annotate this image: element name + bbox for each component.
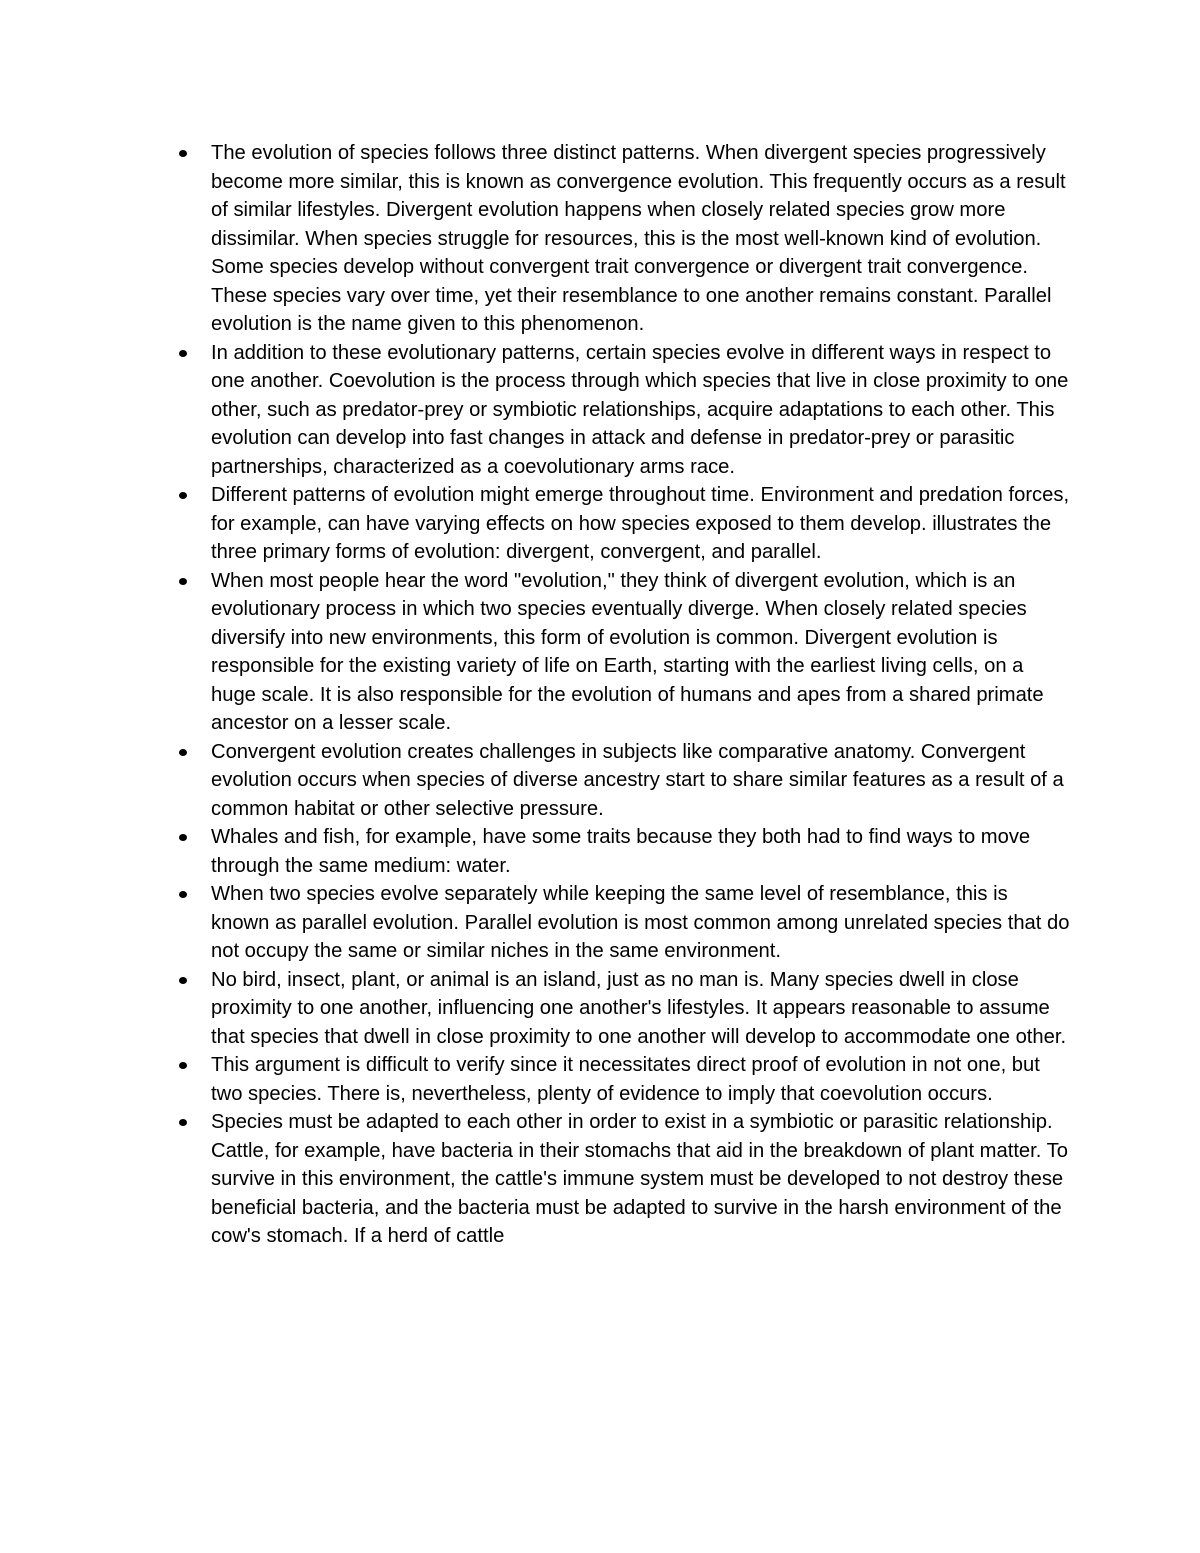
list-item-text: When most people hear the word "evolution," they think of divergent evolution, which is an evolutionary process in which two species eventually diverge. When closely related species diversify into new environments, this form of evolution is common. Divergent evolution is responsible for the existing variety of life on Earth, starting with the earliest living cells, on a huge scale. It is also responsible for the evolution of humans and apes from a shared primate ancestor on a lesser scale.	[211, 569, 1044, 734]
list-item-text: Convergent evolution creates challenges in subjects like comparative anatomy. Convergent evolution occurs when species of diverse ancestry start to share similar features as a result of a common habitat or other selective pressure.	[211, 740, 1064, 820]
bullet-icon	[179, 834, 187, 841]
list-item-text: Whales and fish, for example, have some traits because they both had to find ways to move through the same medium: water.	[211, 826, 1031, 877]
bullet-icon	[179, 749, 187, 756]
bullet-list	[211, 139, 1071, 1251]
list-item-text: In addition to these evolutionary patterns, certain species evolve in different ways in respect to one another. Coevolution is the process through which species that live in close proximity to one other, such as predator-prey or symbiotic relationships, acquire adaptations to each other. This evolution can develop into fast changes in attack and defense in predator-prey or parasitic partnerships, characterized as a coevolutionary arms race.	[211, 341, 1069, 478]
list-item	[211, 481, 1071, 567]
list-item	[211, 1051, 1071, 1108]
bullet-icon	[179, 350, 187, 357]
list-item-text: This argument is difficult to verify since it necessitates direct proof of evolution in not one, but two species. There is, nevertheless, plenty of evidence to imply that coevolution occurs.	[211, 1054, 1040, 1105]
bullet-icon	[179, 492, 187, 499]
bullet-icon	[179, 1062, 187, 1069]
bullet-icon	[179, 1119, 187, 1126]
list-item	[211, 966, 1071, 1052]
list-item	[211, 567, 1071, 738]
list-item	[211, 1108, 1071, 1251]
list-item	[211, 738, 1071, 824]
bullet-icon	[179, 150, 187, 157]
list-item-text: When two species evolve separately while keeping the same level of resemblance, this is known as parallel evolution. Parallel evolution is most common among unrelated species that do not occupy the same or similar niches in the same environment.	[211, 883, 1070, 962]
bullet-icon	[179, 578, 187, 585]
list-item-text: Species must be adapted to each other in order to exist in a symbiotic or parasitic relationship. Cattle, for example, have bacteria in their stomachs that aid in the breakdown of plant matter. To survive in this environment, the cattle's immune system must be developed to not destroy these beneficial bacteria, and the bacteria must be adapted to survive in the harsh environment of the cow's stomach. If a herd of cattle	[211, 1111, 1068, 1247]
list-item	[211, 823, 1071, 880]
list-item	[211, 880, 1071, 966]
bullet-icon	[179, 977, 187, 984]
list-item-text: Different patterns of evolution might emerge throughout time. Environment and predation forces, for example, can have varying effects on how species exposed to them develop. illustrates the three primary forms of evolution: divergent, convergent, and parallel.	[211, 484, 1070, 563]
list-item	[211, 139, 1071, 339]
list-item-text: The evolution of species follows three distinct patterns. When divergent species progressively become more similar, this is known as convergence evolution. This frequently occurs as a result of similar lifestyles. Divergent evolution happens when closely related species grow more dissimilar. When species struggle for resources, this is the most well-known kind of evolution. Some species develop without convergent trait convergence or divergent trait convergence. These species vary over time, yet their resemblance to one another remains constant. Parallel evolution is the name given to this phenomenon.	[211, 142, 1066, 335]
list-item-text: No bird, insect, plant, or animal is an island, just as no man is. Many species dwell in close proximity to one another, influencing one another's lifestyles. It appears reasonable to assume that species that dwell in close proximity to one another will develop to accommodate one other.	[211, 968, 1067, 1048]
bullet-icon	[179, 891, 187, 898]
list-item	[211, 339, 1071, 482]
